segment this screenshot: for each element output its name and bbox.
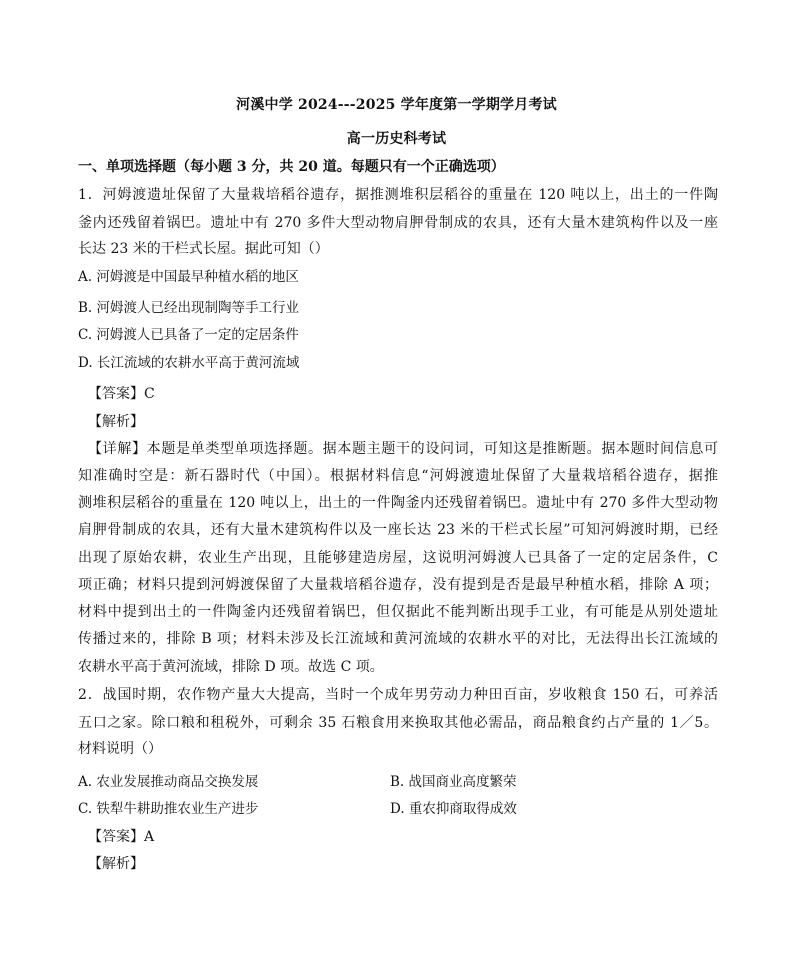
q2-option-b: B. 战国商业高度繁荣 <box>390 774 517 790</box>
exam-subtitle: 高一历史科考试 <box>346 131 447 147</box>
q1-stem-line: 釜内还残留着锅巴。遗址中有 270 多件大型动物肩胛骨制成的农具，还有大量木建筑构件以及一座 <box>78 215 718 231</box>
q1-option-d: D. 长江流域的农耕水平高于黄河流域 <box>78 355 300 371</box>
q2-stem-line: 五口之家。除口粮和租税外，可剩余 35 石粮食用来换取其他必需品，商品粮食约占产量的 1／5。 <box>78 715 718 731</box>
q1-analysis-label: 【解析】 <box>88 414 144 430</box>
q1-detail-line: 传播过来的，排除 B 项；材料未涉及长江流域和黄河流域的农耕水平的对比，无法得出长江流域的 <box>78 631 718 647</box>
q1-answer: 【答案】C <box>88 386 155 402</box>
q1-detail-line: 【详解】本题是单类型单项选择题。据本题主题干的设问词，可知这是推断题。据本题时间信息可 <box>88 441 718 457</box>
exam-title: 河溪中学 2024---2025 学年度第一学期学月考试 <box>236 97 557 113</box>
q1-option-a: A. 河姆渡是中国最早种植水稻的地区 <box>78 269 299 285</box>
q1-detail-line: 项正确；材料只提到河姆渡保留了大量栽培稻谷遗存，没有提到是否是最早种植水稻，排除 A 项； <box>78 577 718 593</box>
q2-stem-line: 2．战国时期，农作物产量大大提高，当时一个成年男劳动力种田百亩，岁收粮食 150 石，可养活 <box>78 687 718 703</box>
q1-option-b: B. 河姆渡人已经出现制陶等手工行业 <box>78 300 300 316</box>
q2-stem-line: 材料说明（） <box>78 741 162 757</box>
q2-option-a: A. 农业发展推动商品交换发展 <box>78 774 259 790</box>
q1-stem-line: 1．河姆渡遗址保留了大量栽培稻谷遗存，据推测堆积层稻谷的重量在 120 吨以上，出土的一件陶 <box>78 187 718 203</box>
q1-detail-line: 知准确时空是：新石器时代（中国）。根据材料信息“河姆渡遗址保留了大量栽培稻谷遗存，据推 <box>78 468 718 484</box>
q2-analysis-label: 【解析】 <box>88 856 144 872</box>
q1-detail-line: 农耕水平高于黄河流域，排除 D 项。故选 C 项。 <box>78 659 384 675</box>
q2-answer: 【答案】A <box>88 829 155 845</box>
q1-stem-line: 长达 23 米的干栏式长屋。据此可知（） <box>78 241 329 257</box>
q1-detail-line: 肩胛骨制成的农具，还有大量木建筑构件以及一座长达 23 米的干栏式长屋”可知河姆渡时期，已经 <box>78 522 718 538</box>
q1-detail-line: 出现了原始农耕，农业生产出现，且能够建造房屋，这说明河姆渡人已具备了一定的定居条件，C <box>78 550 718 566</box>
q1-detail-line: 材料中提到出土的一件陶釜内还残留着锅巴，但仅据此不能判断出现手工业，有可能是从别处遗址 <box>78 604 718 620</box>
section-heading: 一、单项选择题（每小题 3 分，共 20 道。每题只有一个正确选项） <box>78 159 505 175</box>
q2-option-c: C. 铁犁牛耕助推农业生产进步 <box>78 801 259 817</box>
q2-option-d: D. 重农抑商取得成效 <box>390 801 517 817</box>
q1-detail-line: 测堆积层稻谷的重量在 120 吨以上，出土的一件陶釜内还残留着锅巴。遗址中有 270 多件大型动物 <box>78 495 718 511</box>
q1-option-c: C. 河姆渡人已具备了一定的定居条件 <box>78 327 299 343</box>
